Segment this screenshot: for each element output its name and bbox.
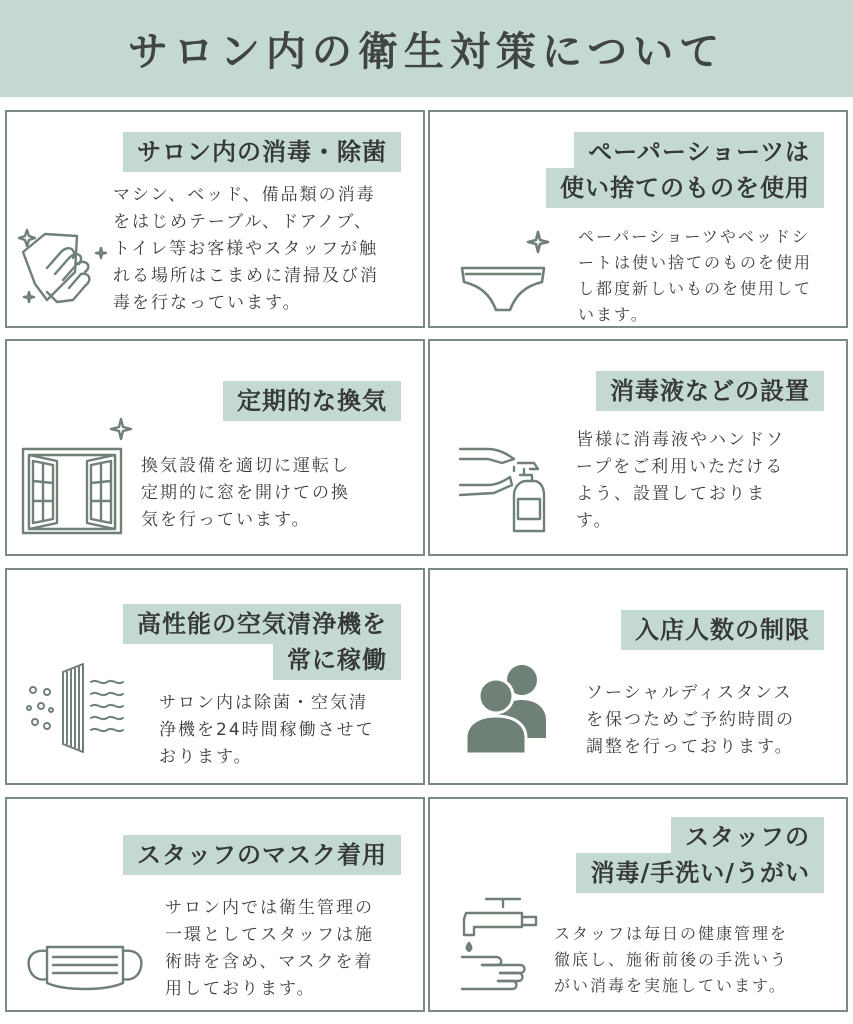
card-label-second-line: 使い捨てのものを使用 xyxy=(546,168,824,208)
handwashing-faucet-icon xyxy=(460,895,544,995)
card-label: 入店人数の制限 xyxy=(621,610,824,650)
card-label: 定期的な換気 xyxy=(223,381,401,421)
card-body: ソーシャルディスタンス を保つためご予約時間の 調整を行っております。 xyxy=(586,683,795,757)
card-air-purifier xyxy=(5,568,425,785)
face-mask-icon xyxy=(25,935,145,995)
card-staff-handwashing xyxy=(428,797,848,1012)
page-header xyxy=(0,0,853,97)
card-disinfection xyxy=(5,110,425,328)
people-icon xyxy=(464,664,554,756)
card-staff-mask xyxy=(5,797,425,1012)
wiping-hand-icon xyxy=(17,222,109,314)
card-label-second-line: 常に稼働 xyxy=(273,640,401,680)
open-window-icon xyxy=(19,415,139,539)
sanitizer-dispenser-icon xyxy=(458,441,554,537)
card-label: スタッフの xyxy=(671,817,824,857)
card-body: スタッフは毎日の健康管理を 徹底し、施術前後の手洗いう がい消毒を実施しています。 xyxy=(554,924,789,995)
card-sanitizer xyxy=(428,339,848,556)
paper-shorts-icon xyxy=(458,224,554,320)
card-body: サロン内は除菌・空気清 浄機を24時間稼働させて おります。 xyxy=(159,693,375,767)
card-body: ペーパーショーツやベッドシ ートは使い捨てのものを使用 し都度新しいものを使用して います。 xyxy=(578,227,813,324)
card-label: ペーパーショーツは xyxy=(574,132,824,172)
card-label: 高性能の空気清浄機を xyxy=(123,604,401,644)
card-body: サロン内では衛生管理の 一環としてスタッフは施 術時を含め、マスクを着 用しております。 xyxy=(165,898,374,999)
card-paper-shorts xyxy=(428,110,848,328)
card-label: サロン内の消毒・除菌 xyxy=(123,132,401,172)
air-purifier-icon xyxy=(21,662,133,754)
card-body: 換気設備を適切に運転し 定期的に窓を開けての換 気を行っています。 xyxy=(141,456,350,530)
card-label: 消毒液などの設置 xyxy=(596,371,824,411)
card-body: 皆様に消毒液やハンドソ ープをご利用いただける よう、設置しておりま す。 xyxy=(576,430,785,531)
card-ventilation xyxy=(5,339,425,556)
card-body: マシン、ベッド、備品類の消毒 をはじめテーブル、ドアノブ、 トイレ等お客様やスタッフが触 れる場所はこまめに清掃及び消 毒を行なっています。 xyxy=(113,185,379,313)
card-label-second-line: 消毒/手洗い/うがい xyxy=(576,853,824,893)
card-label: スタッフのマスク着用 xyxy=(123,835,401,875)
page-title: サロン内の衛生対策について xyxy=(127,28,726,75)
card-visitor-limit xyxy=(428,568,848,785)
